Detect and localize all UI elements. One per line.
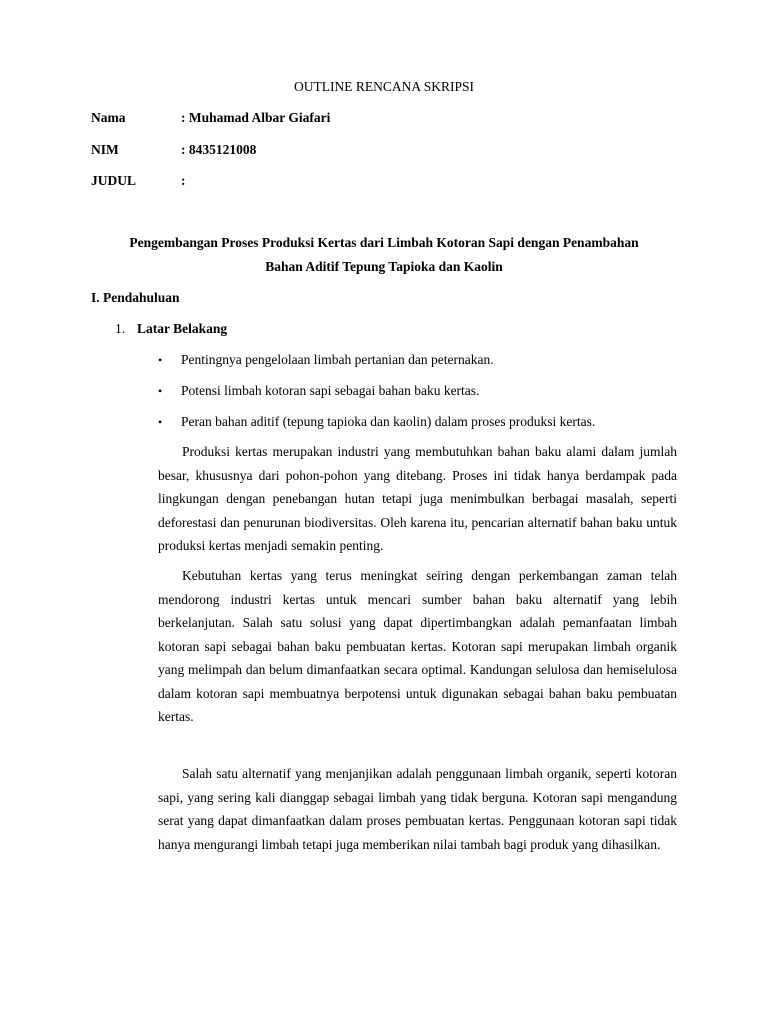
bullet-item: Potensi limbah kotoran sapi sebagai bahan baku kertas.	[181, 383, 480, 398]
bullet-icon: •	[158, 384, 163, 398]
body-paragraph: Kebutuhan kertas yang terus meningkat seiring dengan perkembangan zaman telah mendorong industri kertas untuk mencari sumber bahan baku alternatif yang lebih berkelanjutan. Salah satu solusi yang dapat dipertimbangkan adalah pemanfaatan limbah kotoran sapi sebagai bahan baku pembuatan kertas. Kotoran sapi merupakan limbah organik yang melimpah dan belum dimanfaatkan secara optimal. Kandungan selulosa dan hemiselulosa dalam kotoran sapi membuatnya berpotensi untuk digunakan sebagai bahan baku pembuatan kertas.	[158, 568, 677, 724]
info-value-judul: :	[181, 173, 186, 188]
body-paragraph: Salah satu alternatif yang menjanjikan adalah penggunaan limbah organik, seperti kotoran sapi, yang sering kali dianggap sebagai limbah yang tidak berguna. Kotoran sapi mengandung serat yang dapat dimanfaatkan dalam proses pembuatan kertas. Penggunaan kotoran sapi tidak hanya mengurangi limbah tetapi juga memberikan nilai tambah bagi produk yang dihasilkan.	[158, 766, 677, 852]
info-value-nama: : Muhamad Albar Giafari	[181, 110, 331, 125]
bullet-icon: •	[158, 353, 163, 367]
bullet-item: Peran bahan aditif (tepung tapioka dan kaolin) dalam proses produksi kertas.	[181, 414, 596, 429]
subsection-heading: Latar Belakang	[137, 321, 228, 336]
subsection-number: 1.	[115, 321, 126, 336]
document-title: OUTLINE RENCANA SKRIPSI	[293, 79, 474, 94]
info-label-judul: JUDUL	[91, 173, 137, 188]
thesis-title-line-2: Bahan Aditif Tepung Tapioka dan Kaolin	[265, 259, 503, 274]
bullet-item: Pentingnya pengelolaan limbah pertanian dan peternakan.	[181, 352, 494, 367]
body-paragraph: Produksi kertas merupakan industri yang membutuhkan bahan baku alami dalam jumlah besar, khususnya dari pohon-pohon yang ditebang. Proses ini tidak hanya berdampak pada lingkungan dengan penebangan hutan tetapi juga menimbulkan berbagai masalah, seperti deforestasi dan penurunan biodiversitas. Oleh karena itu, pencarian alternatif bahan baku untuk produksi kertas menjadi semakin penting.	[158, 444, 677, 553]
bullet-icon: •	[158, 415, 163, 429]
info-label-nama: Nama	[91, 110, 126, 125]
info-value-nim: : 8435121008	[181, 142, 257, 157]
section-heading: I. Pendahuluan	[91, 290, 180, 305]
info-label-nim: NIM	[91, 142, 119, 157]
thesis-title-line-1: Pengembangan Proses Produksi Kertas dari Limbah Kotoran Sapi dengan Penambahan	[129, 235, 639, 250]
